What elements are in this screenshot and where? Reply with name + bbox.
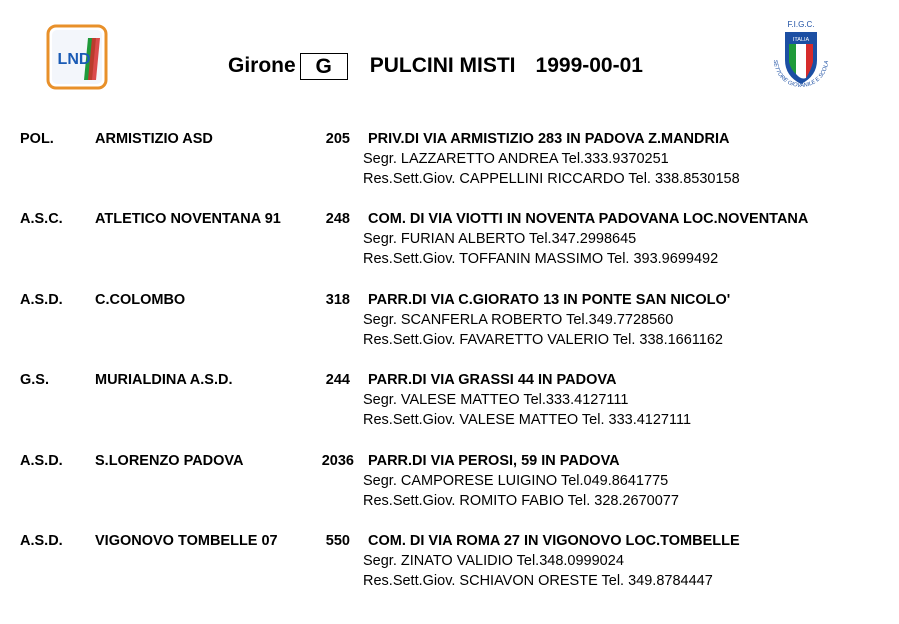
team-block [0, 533, 899, 595]
team-youth-manager: Res.Sett.Giov. TOFFANIN MASSIMO Tel. 393.9699492 [363, 251, 719, 267]
team-secretary: Segr. CAMPORESE LUIGINO Tel.049.8641775 [363, 473, 669, 489]
team-abbr: POL. [20, 131, 54, 147]
team-address: COM. DI VIA VIOTTI IN NOVENTA PADOVANA LOC.NOVENTANA [368, 211, 809, 227]
lnd-logo-text: LND [57, 51, 91, 68]
team-secretary: Segr. ZINATO VALIDIO Tel.348.0999024 [363, 553, 624, 569]
team-block [0, 292, 899, 354]
team-name: ATLETICO NOVENTANA 91 [95, 211, 281, 227]
team-name: MURIALDINA A.S.D. [95, 372, 233, 388]
team-code: 244 [325, 372, 350, 388]
team-address: PARR.DI VIA PEROSI, 59 IN PADOVA [368, 453, 620, 469]
team-abbr: G.S. [20, 372, 50, 388]
girone-label: Girone [228, 54, 296, 77]
girone-value: G [300, 53, 348, 80]
team-secretary: Segr. FURIAN ALBERTO Tel.347.2998645 [363, 231, 637, 247]
page-header [228, 52, 643, 80]
team-abbr: A.S.D. [20, 533, 63, 549]
team-code: 2036 [321, 453, 354, 469]
figc-logo-sub: ITALIA [792, 37, 810, 43]
figc-logo-text: F.I.G.C. [787, 20, 815, 29]
lnd-logo [46, 24, 108, 90]
team-code: 248 [325, 211, 350, 227]
team-name: C.COLOMBO [95, 292, 186, 308]
team-block [0, 453, 899, 515]
team-code: 550 [325, 533, 350, 549]
team-block [0, 211, 899, 273]
figc-ring-text: SETTORE GIOVANILE E SCOLA [771, 59, 831, 90]
team-address: PARR.DI VIA GRASSI 44 IN PADOVA [368, 372, 617, 388]
team-secretary: Segr. LAZZARETTO ANDREA Tel.333.9370251 [363, 151, 669, 167]
team-youth-manager: Res.Sett.Giov. FAVARETTO VALERIO Tel. 338.1661162 [363, 332, 723, 348]
team-name: ARMISTIZIO ASD [95, 131, 213, 147]
team-secretary: Segr. VALESE MATTEO Tel.333.4127111 [363, 392, 629, 408]
season: 1999-00-01 [535, 54, 643, 77]
team-code: 318 [325, 292, 350, 308]
team-name: S.LORENZO PADOVA [95, 453, 244, 469]
team-abbr: A.S.D. [20, 292, 63, 308]
team-block [0, 372, 899, 434]
team-name: VIGONOVO TOMBELLE 07 [95, 533, 278, 549]
team-abbr: A.S.D. [20, 453, 63, 469]
team-abbr: A.S.C. [20, 211, 63, 227]
team-address: PARR.DI VIA C.GIORATO 13 IN PONTE SAN NICOLO' [368, 292, 731, 308]
team-code: 205 [325, 131, 350, 147]
figc-logo [760, 16, 842, 96]
team-youth-manager: Res.Sett.Giov. CAPPELLINI RICCARDO Tel. 338.8530158 [363, 171, 740, 187]
team-youth-manager: Res.Sett.Giov. ROMITO FABIO Tel. 328.2670077 [363, 493, 679, 509]
team-youth-manager: Res.Sett.Giov. SCHIAVON ORESTE Tel. 349.8784447 [363, 573, 713, 589]
category-title: PULCINI MISTI [369, 54, 516, 77]
team-address: COM. DI VIA ROMA 27 IN VIGONOVO LOC.TOMBELLE [368, 533, 740, 549]
team-block [0, 131, 899, 193]
team-secretary: Segr. SCANFERLA ROBERTO Tel.349.7728560 [363, 312, 674, 328]
team-youth-manager: Res.Sett.Giov. VALESE MATTEO Tel. 333.4127111 [363, 412, 692, 428]
team-address: PRIV.DI VIA ARMISTIZIO 283 IN PADOVA Z.MANDRIA [368, 131, 730, 147]
